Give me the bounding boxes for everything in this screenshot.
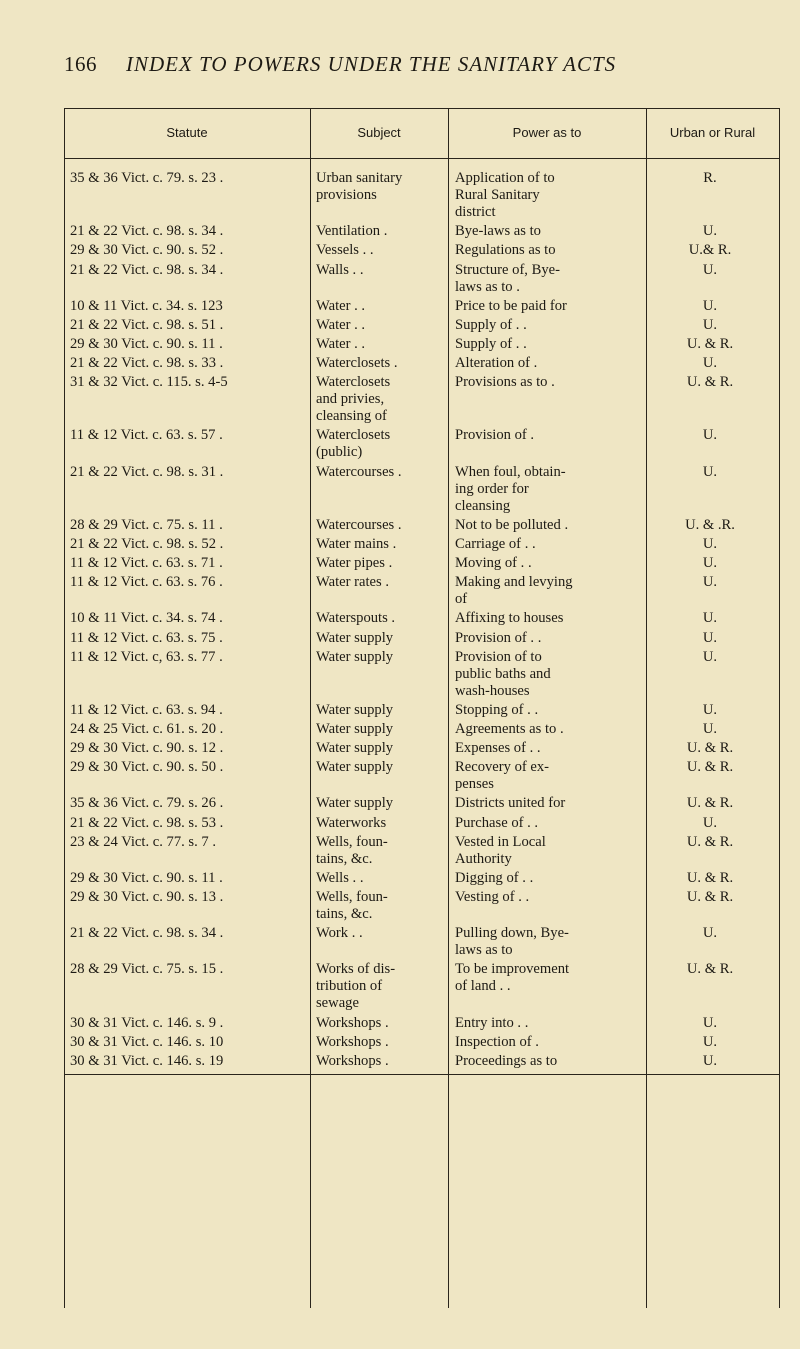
table-row [64, 889, 780, 925]
urban-or-rural-cell: U. [702, 1014, 718, 1031]
statute-cell: 21 & 22 Vict. c. 98. s. 52 . [70, 536, 224, 552]
power-cell: Purchase of . . [455, 814, 539, 831]
subject-cell: Waterworks [316, 814, 387, 831]
power-cell: Not to be polluted . [455, 516, 569, 533]
subject-cell: Wells, foun- tains, &c. [316, 833, 388, 867]
urban-or-rural-cell: U. & .R. [685, 516, 735, 533]
power-cell: Alteration of . [455, 355, 538, 371]
urban-or-rural-cell: U. [702, 297, 718, 314]
urban-or-rural-cell: U. & R. [686, 740, 734, 757]
subject-cell: Ventilation . [316, 223, 388, 240]
table-row [64, 298, 780, 317]
statute-cell: 11 & 12 Vict. c. 63. s. 57 . [70, 427, 223, 444]
statute-cell: 29 & 30 Vict. c. 90. s. 50 . [70, 759, 224, 776]
power-cell: Districts united for [455, 795, 566, 812]
subject-cell: Water supply [316, 759, 394, 776]
power-cell: Provision of . [455, 427, 535, 444]
column-header-statute: Statute [166, 125, 208, 140]
power-cell: Application of to Rural Sanitary district [455, 170, 555, 221]
table-row [64, 262, 780, 298]
power-cell: Inspection of . [455, 1033, 539, 1050]
subject-cell: Water supply [316, 740, 394, 757]
table-row [64, 517, 780, 536]
header-bottom-rule [64, 158, 780, 159]
table-row [64, 702, 780, 721]
statute-cell: 28 & 29 Vict. c. 75. s. 11 . [70, 516, 223, 533]
statute-cell: 29 & 30 Vict. c. 90. s. 13 . [70, 888, 224, 905]
subject-cell: Waterclosets and privies, cleansing of [316, 374, 391, 425]
statute-cell: 11 & 12 Vict. c. 63. s. 76 . [70, 574, 223, 591]
subject-cell: Water supply [316, 648, 394, 665]
subject-cell: Urban sanitary provisions [316, 170, 403, 204]
statute-cell: 30 & 31 Vict. c. 146. s. 19 [70, 1052, 224, 1069]
statute-cell: 30 & 31 Vict. c. 146. s. 10 [70, 1033, 224, 1050]
urban-or-rural-cell: U. [702, 261, 718, 278]
table-row [64, 925, 780, 961]
table-row [64, 649, 780, 702]
table-row [64, 464, 780, 517]
table-row [64, 630, 780, 649]
subject-cell: Waterclosets (public) [316, 427, 391, 461]
subject-cell: Water supply [316, 795, 394, 812]
table-bottom-rule [64, 1074, 780, 1075]
urban-or-rural-cell: U. & R. [686, 795, 734, 812]
statute-cell: 11 & 12 Vict. c. 63. s. 71 . [70, 555, 223, 572]
power-cell: Vested in Local Authority [455, 833, 546, 867]
statute-cell: 21 & 22 Vict. c. 98. s. 51 . [70, 316, 224, 333]
subject-cell: Works of dis- tribution of sewage [316, 961, 396, 1012]
power-cell: Agreements as to . [455, 721, 564, 737]
table-row [64, 355, 780, 374]
table-row [64, 427, 780, 463]
power-cell: Carriage of . . [455, 536, 536, 552]
subject-cell: Watercourses . [316, 516, 402, 533]
power-cell: Digging of . . [455, 869, 534, 886]
statute-cell: 35 & 36 Vict. c. 79. s. 26 . [70, 795, 224, 812]
urban-or-rural-cell: U. & R. [686, 335, 734, 352]
table-row [64, 1034, 780, 1053]
urban-or-rural-cell: U. [702, 463, 718, 480]
page-header [64, 52, 744, 88]
power-cell: Vesting of . . [455, 888, 530, 905]
urban-or-rural-cell: U. & R. [686, 759, 734, 776]
subject-cell: Waterspouts . [316, 610, 396, 627]
statute-cell: 35 & 36 Vict. c. 79. s. 23 . [70, 170, 224, 186]
subject-cell: Workshops . [316, 1052, 389, 1069]
subject-cell: Water . . [316, 297, 366, 314]
power-cell: Recovery of ex- penses [455, 759, 550, 793]
power-cell: When foul, obtain- ing order for cleansing [455, 463, 566, 514]
table-row [64, 242, 780, 261]
subject-cell: Water pipes . [316, 555, 393, 572]
column-header-power: Power as to [512, 125, 582, 140]
urban-or-rural-cell: U. [702, 1052, 718, 1069]
power-cell: Pulling down, Bye- laws as to [455, 925, 569, 959]
urban-or-rural-cell: U. [702, 1033, 718, 1050]
urban-or-rural-cell: U. [702, 629, 718, 646]
urban-or-rural-cell: U. [702, 355, 718, 371]
urban-or-rural-cell: U. [702, 555, 718, 572]
subject-cell: Water mains . [316, 536, 397, 552]
urban-or-rural-cell: U. [702, 536, 718, 552]
statute-cell: 11 & 12 Vict. c. 63. s. 94 . [70, 701, 223, 718]
table-row [64, 961, 780, 1014]
table-row [64, 574, 780, 610]
urban-or-rural-cell: U. [702, 814, 718, 831]
statute-cell: 21 & 22 Vict. c. 98. s. 34 . [70, 261, 224, 278]
statute-cell: 21 & 22 Vict. c. 98. s. 33 . [70, 355, 224, 371]
urban-or-rural-cell: R. [703, 170, 717, 186]
power-cell: Moving of . . [455, 555, 532, 572]
subject-cell: Walls . . [316, 261, 364, 278]
urban-or-rural-cell: U. & R. [686, 833, 734, 850]
column-header-urban-or-rural: Urban or Rural [669, 125, 756, 140]
statute-cell: 28 & 29 Vict. c. 75. s. 15 . [70, 961, 224, 978]
power-cell: Provision of to public baths and wash-houses [455, 648, 551, 699]
subject-cell: Wells, foun- tains, &c. [316, 888, 388, 922]
power-cell: Supply of . . [455, 335, 527, 352]
statute-cell: 29 & 30 Vict. c. 90. s. 11 . [70, 869, 223, 886]
urban-or-rural-cell: U. [702, 701, 718, 718]
urban-or-rural-cell: U. & R. [686, 374, 734, 391]
table-row [64, 834, 780, 870]
urban-or-rural-cell: U.& R. [688, 242, 732, 259]
power-cell: Stopping of . . [455, 701, 539, 718]
subject-cell: Water . . [316, 335, 366, 352]
statute-cell: 21 & 22 Vict. c. 98. s. 31 . [70, 463, 224, 480]
subject-cell: Workshops . [316, 1033, 389, 1050]
statute-cell: 29 & 30 Vict. c. 90. s. 12 . [70, 740, 224, 757]
subject-cell: Water rates . [316, 574, 389, 591]
urban-or-rural-cell: U. [702, 648, 718, 665]
urban-or-rural-cell: U. [702, 721, 718, 737]
statute-cell: 10 & 11 Vict. c. 34. s. 74 . [70, 610, 223, 627]
power-cell: Regulations as to [455, 242, 556, 259]
table-row [64, 317, 780, 336]
table-row [64, 170, 780, 223]
table-row [64, 740, 780, 759]
table-row [64, 555, 780, 574]
statute-cell: 24 & 25 Vict. c. 61. s. 20 . [70, 721, 224, 737]
subject-cell: Water supply [316, 701, 394, 718]
subject-cell: Water supply [316, 629, 394, 646]
subject-cell: Water supply [316, 721, 394, 737]
urban-or-rural-cell: U. [702, 427, 718, 444]
table-row [64, 336, 780, 355]
statute-cell: 11 & 12 Vict. c, 63. s. 77 . [70, 648, 223, 665]
power-cell: Structure of, Bye- laws as to . [455, 261, 560, 295]
power-cell: Bye-laws as to [455, 223, 541, 240]
table-row [64, 795, 780, 814]
statute-cell: 21 & 22 Vict. c. 98. s. 34 . [70, 223, 224, 240]
urban-or-rural-cell: U. [702, 925, 718, 942]
power-cell: Supply of . . [455, 316, 527, 333]
urban-or-rural-cell: U. & R. [686, 869, 734, 886]
subject-cell: Waterclosets . [316, 355, 398, 371]
table-row [64, 536, 780, 555]
subject-cell: Work . . [316, 925, 363, 942]
table-row [64, 815, 780, 834]
table-row [64, 374, 780, 427]
power-cell: Price to be paid for [455, 297, 567, 314]
urban-or-rural-cell: U. [702, 223, 718, 240]
power-cell: Expenses of . . [455, 740, 541, 757]
table-row [64, 1053, 780, 1072]
subject-cell: Vessels . . [316, 242, 374, 259]
power-cell: To be improvement of land . . [455, 961, 570, 995]
running-title: INDEX TO POWERS UNDER THE SANITARY ACTS [126, 52, 617, 76]
statute-cell: 31 & 32 Vict. c. 115. s. 4-5 [70, 374, 228, 391]
table-row [64, 759, 780, 795]
statute-cell: 29 & 30 Vict. c. 90. s. 11 . [70, 335, 223, 352]
urban-or-rural-cell: U. [702, 574, 718, 591]
statute-cell: 30 & 31 Vict. c. 146. s. 9 . [70, 1014, 224, 1031]
statute-cell: 29 & 30 Vict. c. 90. s. 52 . [70, 242, 224, 259]
subject-cell: Workshops . [316, 1014, 389, 1031]
subject-cell: Wells . . [316, 869, 364, 886]
statute-cell: 21 & 22 Vict. c. 98. s. 34 . [70, 925, 224, 942]
power-cell: Provision of . . [455, 629, 542, 646]
urban-or-rural-cell: U. [702, 610, 718, 627]
urban-or-rural-cell: U. & R. [686, 961, 734, 978]
table-row [64, 610, 780, 629]
power-cell: Affixing to houses [455, 610, 564, 627]
power-cell: Entry into . . [455, 1014, 529, 1031]
power-cell: Proceedings as to [455, 1052, 558, 1069]
table-row [64, 721, 780, 740]
subject-cell: Watercourses . [316, 463, 402, 480]
table-row [64, 1015, 780, 1034]
table-row [64, 223, 780, 242]
urban-or-rural-cell: U. & R. [686, 888, 734, 905]
statute-cell: 23 & 24 Vict. c. 77. s. 7 . [70, 833, 217, 850]
power-cell: Provisions as to . [455, 374, 555, 391]
table-row [64, 870, 780, 889]
subject-cell: Water . . [316, 316, 366, 333]
statute-cell: 21 & 22 Vict. c. 98. s. 53 . [70, 814, 224, 831]
index-table [64, 108, 780, 1308]
column-header-subject: Subject [357, 125, 401, 140]
urban-or-rural-cell: U. [702, 316, 718, 333]
statute-cell: 10 & 11 Vict. c. 34. s. 123 [70, 297, 223, 314]
statute-cell: 11 & 12 Vict. c. 63. s. 75 . [70, 629, 223, 646]
power-cell: Making and levying of [455, 574, 573, 608]
page-number: 166 [64, 52, 97, 76]
